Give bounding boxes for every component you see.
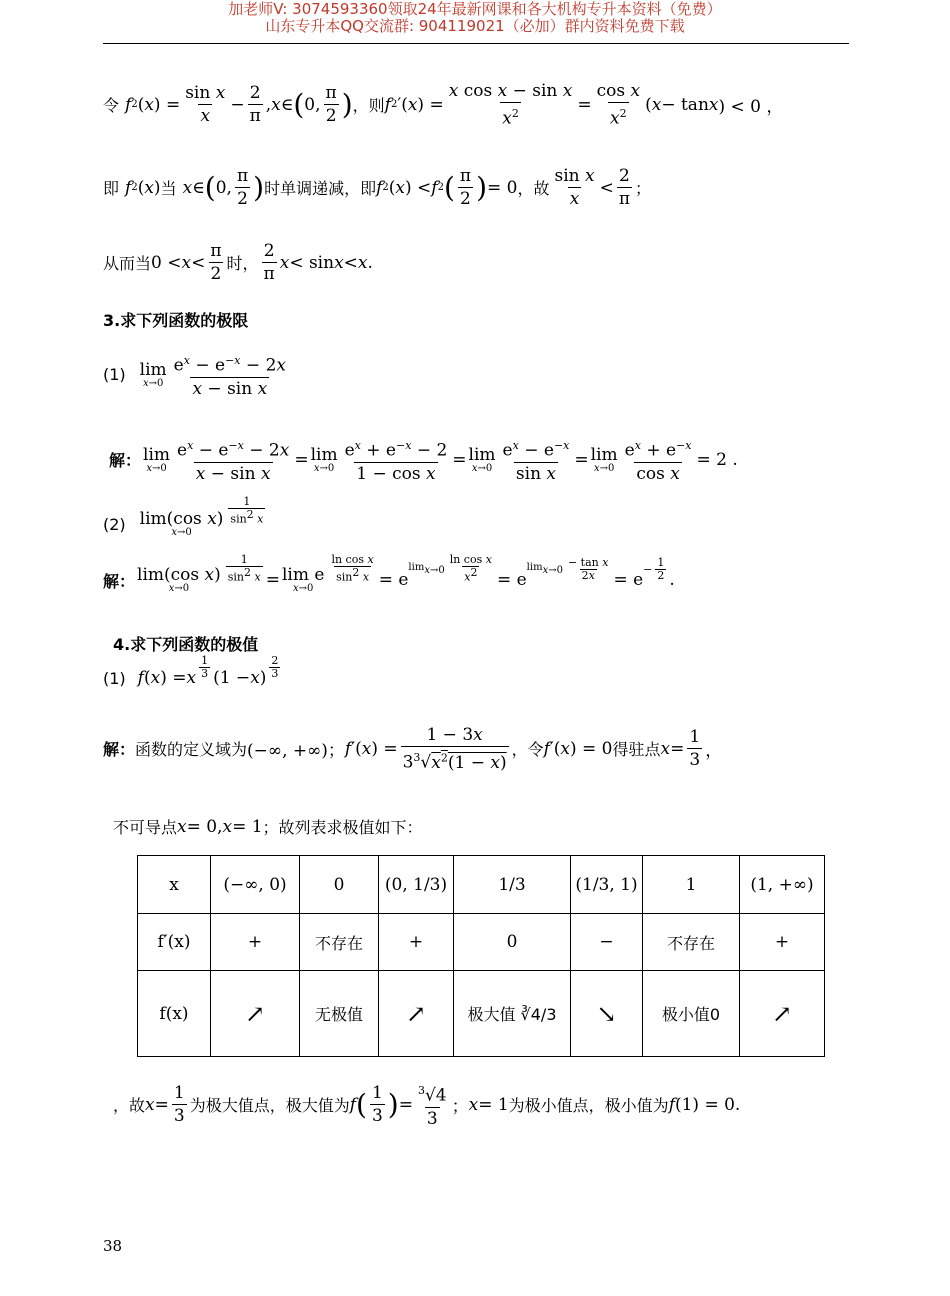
table-cell: f(x): [138, 971, 211, 1057]
text-jie-1: 解：: [109, 451, 142, 471]
eq-monotone: 即 f 2 ( x ) 当 x ∈ ( 0, $\frac{\pi}{2}$ ) 时单调递减，即 f 2 ( x ) < f 2 ( $\frac{\pi}{2}$ ) = 0 ，故 $\frac{\text{sin x}}{x}$ < $\frac{2}{\pi}$ ；: [103, 166, 652, 209]
text-dang: 当: [160, 179, 177, 198]
table-cell: 0: [454, 914, 571, 971]
header-line-1: 加老师V: 3074593360领取24年最新网课和各大机构专升本资料（免费）: [228, 0, 722, 18]
table-row-fprime: [138, 914, 825, 971]
solution-4-1: 解： 函数的定义域为 (−∞, +∞)； f ′( x ) = $\frac{1 - 3x}{3^3√x^2(1 - x)}$ ，令 f ′( x ) = 0 得驻点 x = $\frac{1}{3}$ ，: [103, 725, 723, 773]
text-bukedao: 不可导点: [113, 818, 178, 837]
problem-4-1: (1) f ( x ) = x $\frac{1}{3}$ (1 − x ) $\frac{2}{3}$: [103, 653, 279, 688]
table-cell: 极大值 ∛4/3: [454, 971, 571, 1057]
text-ling-f: ，令: [511, 740, 544, 760]
table-cell: ↗: [379, 971, 454, 1057]
text-congerdang: 从而当: [103, 254, 152, 273]
section-3-title: 3.求下列函数的极限: [103, 311, 249, 330]
page-number: 38: [103, 1237, 123, 1255]
solution-3-2: 解： lim(cos x) x→0 $\frac{1}{\sin^2 x}$ = lim e x→0 $\frac{\text{ln cos x}}{\sin^2 x}$ = e $\lim_{x\to 0}$ $\frac{\text{ln cos x}}{x^2}$ = e $\lim_{x\to 0}$ $\frac{\text{− tan x}}{2x}$ = e − $\frac{1}{2}$ .: [103, 553, 675, 594]
text-domain: 函数的定义域为: [135, 740, 248, 760]
table-cell: 1/3: [454, 856, 571, 914]
table-row-f: [138, 971, 825, 1057]
header-line-2: 山东专升本QQ交流群: 904119021（必加）群内资料免费下载: [265, 17, 685, 35]
problem-3-1: (1) lim x→0 $\frac{e^x - e^{-x} - 2x}{\text{x − sin x}}$: [103, 354, 286, 399]
table-cell: 极小值0: [643, 971, 740, 1057]
section-4-title: 4.求下列函数的极值: [113, 635, 259, 654]
table-cell: +: [379, 914, 454, 971]
table-cell: ↗: [740, 971, 825, 1057]
extremum-table: [137, 855, 825, 1057]
text-wei-jixiao: 为极小值点，极小值为: [508, 1096, 669, 1116]
eq-conclusion: 从而当 0 < x < $\frac{\pi}{2}$ 时， $\frac{2}{\pi}$ x < sin x < x .: [103, 241, 373, 284]
final-conclusion: ，故 x = $\frac{1}{3}$ 为极大值点，极大值为 f ( $\frac{1}{3}$ ) = $\frac{^3√4}{3}$ ； x = 1 为极小值点，极小值为 f (1) = 0.: [113, 1083, 741, 1129]
table-cell: +: [740, 914, 825, 971]
solution-3-1: 解： lim x→0 $\frac{e^x - e^{-x} - 2x}{\text{x − sin x}}$ = lim x→0 $\frac{e^x + e^{-x} - 2}{\text{1 − cos x}}$ = lim x→0 $\frac{e^x - e^{-x}}{\text{sin x}}$ = lim x→0 $\frac{e^x + e^{-x}}{\text{cos x}}$ = 2 .: [109, 439, 738, 484]
text-ling: 令: [103, 96, 120, 116]
nondiff-points: 不可导点 x = 0, x = 1 ；故列表求极值如下：: [113, 816, 423, 837]
table-cell: ↗: [211, 971, 300, 1057]
table-cell: +: [211, 914, 300, 971]
text-jie-2: 解：: [103, 571, 136, 591]
table-row-x: [138, 856, 825, 914]
table-cell: x: [138, 856, 211, 914]
text-ji: 即: [103, 179, 120, 198]
text-ze: ，则: [352, 96, 385, 116]
text-wei-jida: 为极大值点，极大值为: [189, 1096, 350, 1116]
text-gu: ，故: [517, 179, 550, 198]
table-cell: ↘: [571, 971, 643, 1057]
eq-f2-derivative: 令 f 2 ( x ) = $\frac{\text{sin x}}{x}$ − $\frac{2}{\pi}$ , x ∈ ( 0, $\frac{\pi}{2}$ ) ，则 f 2 ′( x ) = $\frac{\text{x cos x − sin x}}{x^2}$ = $\frac{\text{cos x}}{x^2}$ ( x − tan x ) < 0 ，: [103, 81, 784, 129]
text-guliebiao: ；故列表求极值如下：: [262, 818, 423, 837]
item-3-1: (1): [103, 365, 126, 385]
table-cell: 无极值: [300, 971, 379, 1057]
text-gu-2: ，故: [113, 1096, 146, 1116]
table-cell: (1, +∞): [740, 856, 825, 914]
table-cell: (1/3, 1): [571, 856, 643, 914]
text-shidan: 时单调递减，即: [264, 179, 377, 198]
table-cell: 不存在: [300, 914, 379, 971]
table-cell: (0, 1/3): [379, 856, 454, 914]
problem-3-2: (2) lim(cos x) x→0 $\frac{1}{\sin^2 x}$: [103, 495, 264, 538]
text-dezhudian: 得驻点: [612, 740, 661, 760]
item-4-1: (1): [103, 668, 126, 688]
table-cell: 1: [643, 856, 740, 914]
table-cell: −: [571, 914, 643, 971]
text-semi: ；: [635, 179, 652, 198]
table-cell: (−∞, 0): [211, 856, 300, 914]
table-cell: 不存在: [643, 914, 740, 971]
item-3-2: (2): [103, 514, 126, 534]
table-cell: f′(x): [138, 914, 211, 971]
header-rule: [103, 43, 849, 44]
text-shi: 时，: [226, 254, 259, 273]
table-cell: 0: [300, 856, 379, 914]
text-jie-3: 解：: [103, 740, 136, 760]
